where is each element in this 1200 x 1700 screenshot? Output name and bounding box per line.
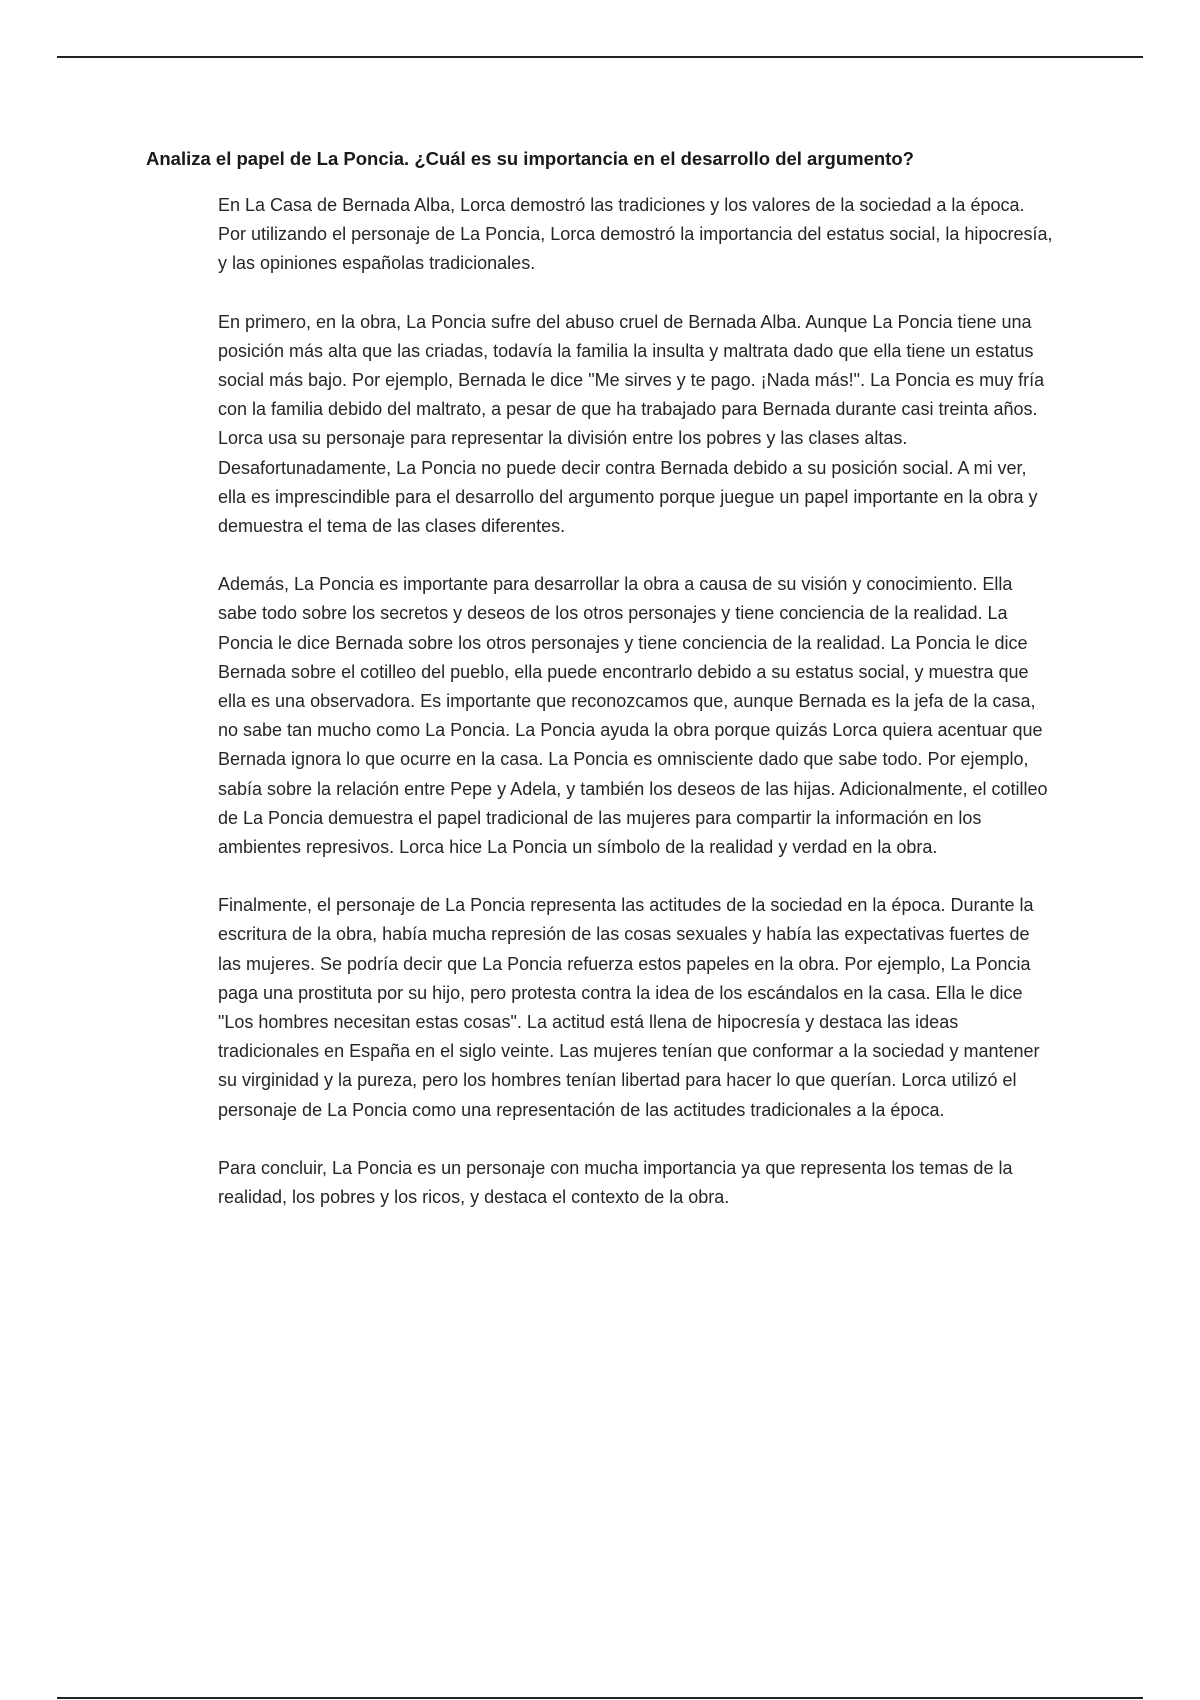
paragraph-abuse: En primero, en la obra, La Poncia sufre del abuso cruel de Bernada Alba. Aunque La Poncia tiene una posición más alta que las criadas, todavía la familia la insulta y maltrata dado que ella tiene un estatus social más bajo. Por ejemplo, Bernada le dice "Me sirves y te pago. ¡Nada más!". La Poncia es muy fría con la familia debido del maltrato, a pesar de que ha trabajado para Bernada durante casi treinta años. Lorca usa su personaje para representar la división entre los pobres y las clases altas. Desafortunadamente, La Poncia no puede decir contra Bernada debido a su posición social. A mi ver, ella es imprescindible para el desarrollo del argumento porque juegue un papel importante en la obra y demuestra el tema de las clases diferentes.: [218, 311, 1045, 537]
header-rule: [57, 56, 1143, 58]
paragraph-conclusion: Para concluir, La Poncia es un personaje con mucha importancia ya que representa los temas de la realidad, los pobres y los ricos, y destaca el contexto de la obra.: [218, 1157, 1013, 1208]
essay-question: Analiza el papel de La Poncia. ¿Cuál es su importancia en el desarrollo del argumento?: [146, 148, 914, 169]
paragraph-attitudes: Finalmente, el personaje de La Poncia representa las actitudes de la sociedad en la época. Durante la escritura de la obra, había mucha represión de las cosas sexuales y había las expectativas fuertes de las mujeres. Se podría decir que La Poncia refuerza estos papeles en la obra. Por ejemplo, La Poncia paga una prostituta por su hijo, pero protesta contra la idea de los escándalos en la casa. Ella le dice "Los hombres necesitan estas cosas". La actitud está llena de hipocresía y destaca las ideas tradicionales en España en el siglo veinte. Las mujeres tenían que conformar a la sociedad y mantener su virginidad y la pureza, pero los hombres tenían libertad para hacer lo que querían. Lorca utilizó el personaje de La Poncia como una representación de las actitudes tradicionales a la época.: [218, 895, 1040, 1120]
paragraph-introduction: En La Casa de Bernada Alba, Lorca demostró las tradiciones y los valores de la sociedad a la época. Por utilizando el personaje de La Poncia, Lorca demostró la importancia del estatus social, la hipocresía, y las opiniones españolas tradicionales.: [218, 195, 1053, 274]
footer-rule: [57, 1697, 1143, 1699]
essay-body: [218, 191, 1054, 1241]
paragraph-knowledge: Además, La Poncia es importante para desarrollar la obra a causa de su visión y conocimiento. Ella sabe todo sobre los secretos y deseos de los otros personajes y tiene conciencia de la realidad. La Poncia le dice Bernada sobre los otros personajes y tiene conciencia de la realidad. La Poncia le dice Bernada sobre el cotilleo del pueblo, ella puede encontrarlo debido a su estatus social, y muestra que ella es una observadora. Es importante que reconozcamos que, aunque Bernada es la jefa de la casa, no sabe tan mucho como La Poncia. La Poncia ayuda la obra porque quizás Lorca quiera acentuar que Bernada ignora lo que ocurre en la casa. La Poncia es omnisciente dado que sabe todo. Por ejemplo, sabía sobre la relación entre Pepe y Adela, y también los deseos de las hijas. Adicionalmente, el cotilleo de La Poncia demuestra el papel tradicional de las mujeres para compartir la información en los ambientes represivos. Lorca hice La Poncia un símbolo de la realidad y verdad en la obra.: [218, 574, 1048, 858]
